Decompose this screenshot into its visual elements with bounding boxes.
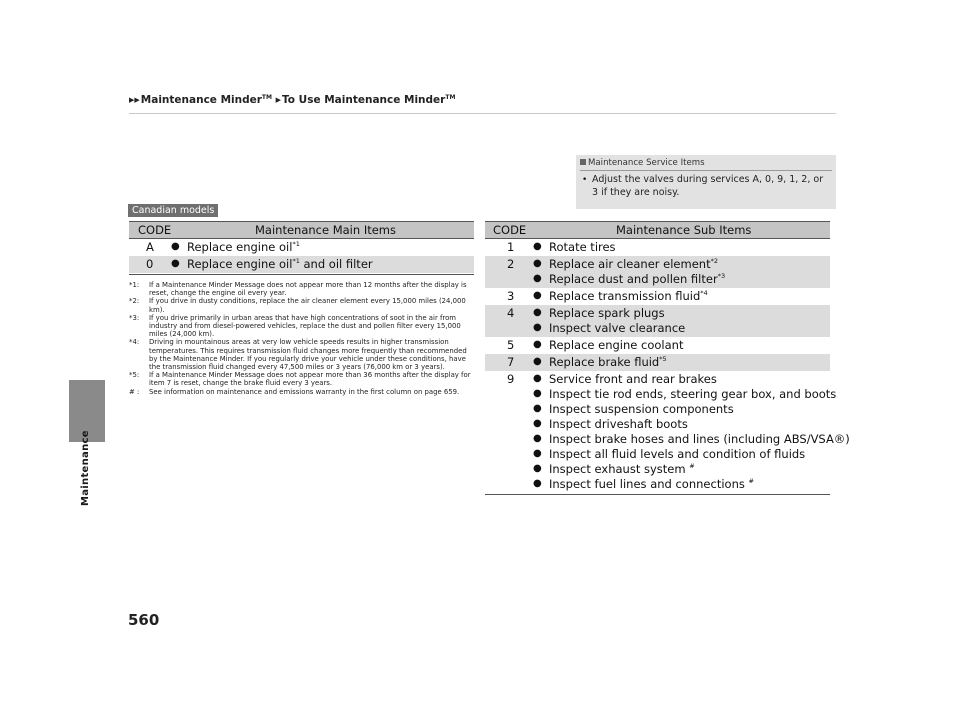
bullet-icon: ● bbox=[171, 241, 180, 252]
row-code: 9 bbox=[507, 372, 515, 386]
footnote-text: See information on maintenance and emissions warranty in the first column on page 659. bbox=[149, 387, 460, 396]
footnote-mark: *4: bbox=[129, 338, 140, 347]
row-code: 2 bbox=[507, 257, 515, 271]
maintenance-item: Replace dust and pollen filter$^{*3}$ bbox=[549, 272, 726, 286]
footnote bbox=[129, 388, 474, 396]
bullet-icon: ● bbox=[533, 478, 542, 489]
note-icon bbox=[580, 159, 586, 165]
row-code: 7 bbox=[507, 355, 515, 369]
footnote-ref: # bbox=[689, 462, 695, 470]
row-code: A bbox=[146, 240, 154, 254]
bullet-icon: ● bbox=[533, 290, 542, 301]
footnote-ref: # bbox=[748, 477, 754, 485]
row-code: 1 bbox=[507, 240, 515, 254]
bullet-icon: ● bbox=[533, 448, 542, 459]
footnote-mark: *1: bbox=[129, 281, 140, 289]
row-code: 4 bbox=[507, 306, 515, 320]
maintenance-item: Replace brake fluid$^{*5}$ bbox=[549, 355, 667, 369]
table-row bbox=[485, 288, 830, 305]
footnote-ref: *1 bbox=[292, 257, 300, 265]
table-bottom-rule bbox=[485, 494, 830, 495]
maintenance-item: Inspect valve clearance bbox=[549, 321, 686, 335]
footnotes bbox=[129, 281, 474, 396]
bullet-icon: ● bbox=[533, 418, 542, 429]
footnote-mark: *3: bbox=[129, 313, 140, 322]
table-bottom-rule bbox=[129, 274, 474, 275]
footnote-text: If a Maintenance Minder Message does not appear more than 12 months after the display is reset, change the engine oil every year. bbox=[149, 281, 467, 298]
maintenance-item: Replace engine oil$^{*1}$ and oil filter bbox=[187, 257, 373, 271]
footnote-ref: *2 bbox=[710, 257, 718, 265]
table-row bbox=[129, 239, 474, 256]
bullet-icon: ● bbox=[533, 403, 542, 414]
section-tab-label: Maintenance bbox=[80, 430, 91, 506]
maintenance-item: Replace transmission fluid$^{*4}$ bbox=[549, 289, 708, 303]
maintenance-item: Inspect suspension components bbox=[549, 402, 734, 416]
breadcrumb-item-1[interactable]: Maintenance Minder bbox=[140, 94, 262, 106]
table-row bbox=[485, 371, 850, 493]
breadcrumb-item-2[interactable]: To Use Maintenance Minder bbox=[282, 94, 446, 106]
note-text: Adjust the valves during services A, 0, 9, 1, 2, or 3 if they are noisy. bbox=[592, 174, 824, 198]
maintenance-item: Replace engine oil$^{*1}$ bbox=[187, 240, 300, 254]
footnote-mark: *5: bbox=[129, 371, 140, 380]
maintenance-item: Service front and rear brakes bbox=[549, 372, 717, 386]
table-row bbox=[485, 337, 830, 354]
header-divider bbox=[129, 113, 836, 114]
footnote-ref: *1 bbox=[292, 240, 300, 248]
table-row bbox=[485, 354, 830, 371]
footnote bbox=[129, 281, 474, 297]
footnote-text: If you drive primarily in urban areas that have high concentrations of soot in the air from industry and from diesel-powered vehicles, replace the dust and pollen filter every 15,000 miles (24,000 km). bbox=[149, 313, 461, 339]
bullet-icon: ● bbox=[533, 433, 542, 444]
table-row bbox=[485, 305, 830, 337]
maintenance-item: Replace air cleaner element$^{*2}$ bbox=[549, 257, 718, 271]
table-row bbox=[485, 256, 830, 288]
bullet-icon: ● bbox=[533, 322, 542, 333]
row-code: 3 bbox=[507, 289, 515, 303]
bullet-icon: ● bbox=[533, 273, 542, 284]
footnote-text: Driving in mountainous areas at very low vehicle speeds results in higher transmission temperatures. This requires transmission fluid changes more frequently than recommended by the Maintenance Minder. If you regularly drive your vehicle under these conditions, have the transmission fluid changed every 47,500 miles or 3 years (76,000 km or 3 years). bbox=[149, 338, 467, 372]
footnote bbox=[129, 297, 474, 313]
bullet-icon: ● bbox=[533, 463, 542, 474]
footnote-ref: *4 bbox=[700, 289, 708, 297]
maintenance-item: Replace engine coolant bbox=[549, 338, 684, 352]
footnote bbox=[129, 371, 474, 387]
bullet-icon: ● bbox=[533, 258, 542, 269]
bullet-icon: ● bbox=[533, 307, 542, 318]
note-title: Maintenance Service Items bbox=[588, 158, 705, 168]
breadcrumb-arrow-icon: ▶▶ bbox=[129, 96, 140, 104]
column-header-code: CODE bbox=[138, 223, 172, 237]
footnote-text: If a Maintenance Minder Message does not appear more than 36 months after the display for item 7 is reset, change the brake fluid every 3 years. bbox=[149, 371, 471, 388]
maintenance-item: Inspect brake hoses and lines (including ABS/VSA®) bbox=[549, 432, 850, 446]
column-header-code: CODE bbox=[493, 223, 527, 237]
bullet-icon: ● bbox=[533, 356, 542, 367]
bullet-icon: • bbox=[582, 175, 588, 185]
footnote-mark: *2: bbox=[129, 297, 140, 306]
bullet-icon: ● bbox=[533, 388, 542, 399]
row-code: 5 bbox=[507, 338, 515, 352]
breadcrumb-arrow-icon: ▶ bbox=[275, 96, 282, 104]
breadcrumb: ▶▶Maintenance Minder™ ▶To Use Maintenance Minder™ bbox=[129, 94, 456, 106]
maintenance-item: Inspect exhaust system # bbox=[549, 462, 695, 476]
bullet-icon: ● bbox=[533, 241, 542, 252]
footnote-ref: *3 bbox=[717, 272, 726, 280]
footnote-mark: # : bbox=[129, 387, 140, 396]
bullet-icon: ● bbox=[533, 373, 542, 384]
table-row bbox=[485, 239, 830, 256]
maintenance-item: Rotate tires bbox=[549, 240, 616, 254]
bullet-icon: ● bbox=[171, 258, 180, 269]
table-header bbox=[485, 221, 830, 239]
column-header-items: Maintenance Sub Items bbox=[616, 223, 752, 237]
maintenance-item: Inspect fuel lines and connections # bbox=[549, 477, 754, 491]
canadian-models-badge: Canadian models bbox=[128, 204, 218, 217]
note-divider bbox=[580, 170, 832, 171]
row-code: 0 bbox=[146, 257, 154, 271]
table-row bbox=[129, 256, 474, 273]
maintenance-item: Inspect all fluid levels and condition of fluids bbox=[549, 447, 806, 461]
footnote-text: If you drive in dusty conditions, replace the air cleaner element every 15,000 miles (24,000 km). bbox=[149, 297, 466, 314]
bullet-icon: ● bbox=[533, 339, 542, 350]
footnote-ref: *5 bbox=[659, 355, 667, 363]
footnote bbox=[129, 314, 474, 339]
maintenance-item: Replace spark plugs bbox=[549, 306, 665, 320]
maintenance-item: Inspect driveshaft boots bbox=[549, 417, 688, 431]
page-number: 560 bbox=[128, 611, 160, 629]
table-header bbox=[129, 221, 474, 239]
column-header-items: Maintenance Main Items bbox=[255, 223, 396, 237]
footnote bbox=[129, 338, 474, 371]
maintenance-item: Inspect tie rod ends, steering gear box, and boots bbox=[549, 387, 837, 401]
maintenance-service-note bbox=[576, 155, 836, 209]
